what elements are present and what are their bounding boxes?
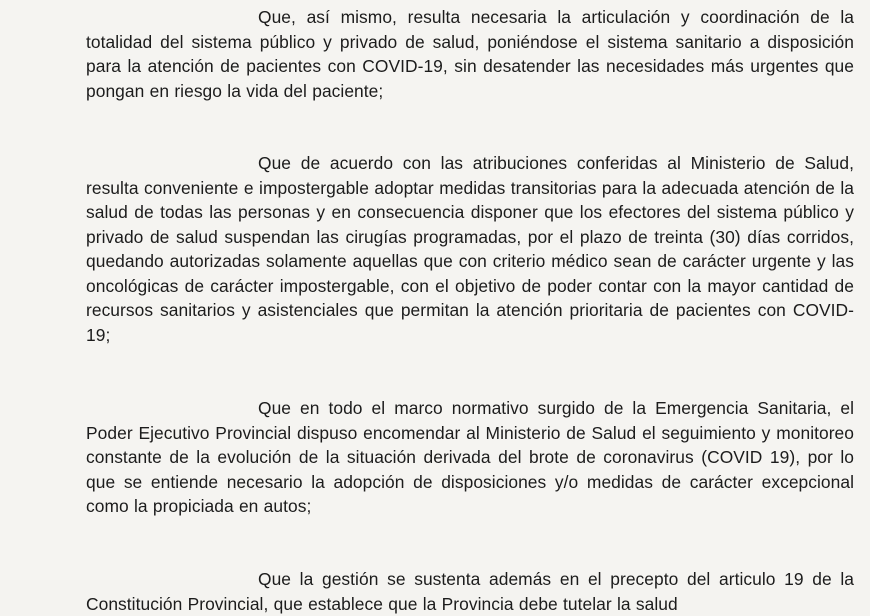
paragraph-gestion: Que la gestión se sustenta además en el precepto del articulo 19 de la Constitución Provincial, que establece que la Provincia debe tutelar la salud	[86, 569, 854, 614]
paragraph-atribuciones: Que de acuerdo con las atribuciones conferidas al Ministerio de Salud, resulta conveniente e impostergable adoptar medidas transitorias para la adecuada atención de la salud de todas las personas y en consecuencia disponer que los efectores del sistema público y privado de salud suspendan las cirugías programadas, por el plazo de treinta (30) días corridos, quedando autorizadas solamente aquellas que con criterio médico sean de carácter urgente y las oncológicas de carácter impostergable, con el objetivo de poder contar con la mayor cantidad de recursos sanitarios y asistenciales que permitan la atención prioritaria de pacientes con COVID-19;	[86, 153, 854, 345]
paragraph-articulacion: Que, así mismo, resulta necesaria la articulación y coordinación de la totalidad del sistema público y privado de salud, poniéndose el sistema sanitario a disposición para la atención de pacientes con COVID-19, sin desatender las necesidades más urgentes que pongan en riesgo la vida del paciente;	[86, 7, 854, 101]
paragraph-marco-normativo: Que en todo el marco normativo surgido de la Emergencia Sanitaria, el Poder Ejecutivo Provincial dispuso encomendar al Ministerio de Salud el seguimiento y monitoreo constante de la evolución de la situación derivada del brote de coronavirus (COVID 19), por lo que se entiende necesario la adopción de disposiciones y/o medidas de carácter excepcional como la propiciada en autos;	[86, 398, 854, 516]
